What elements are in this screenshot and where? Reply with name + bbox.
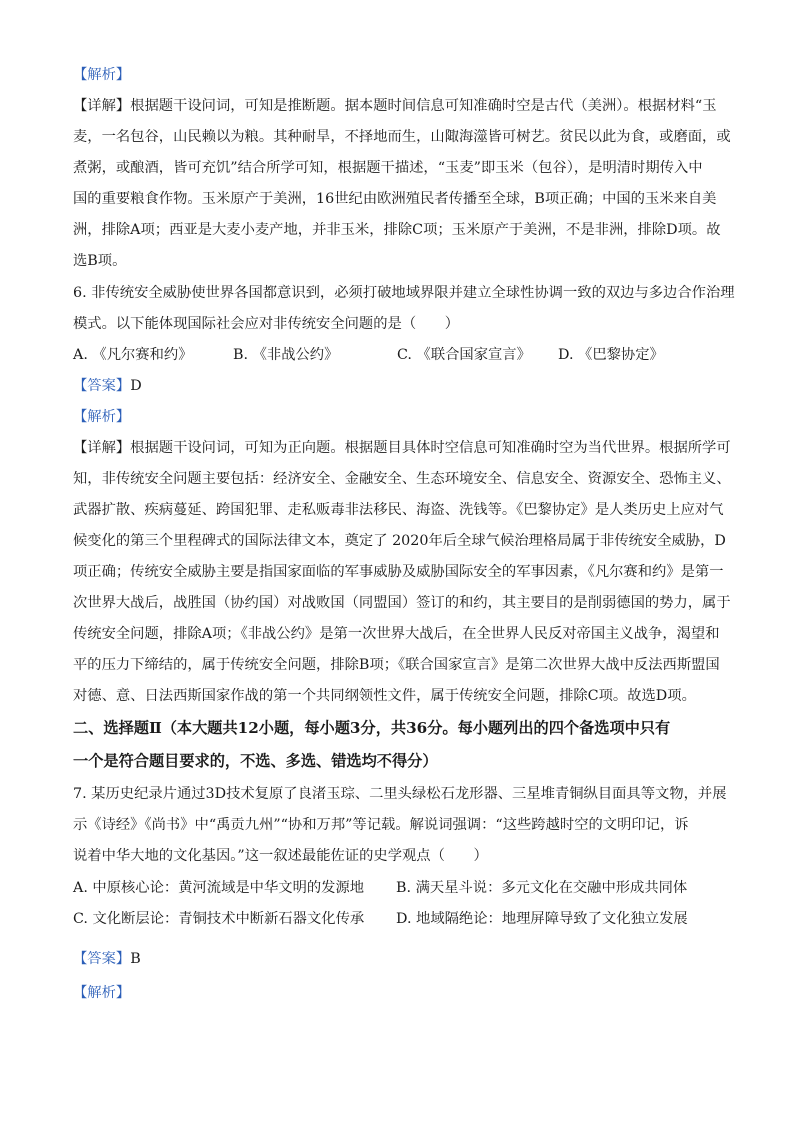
q6-option-a: A. 《凡尔赛和约》 [73, 347, 193, 363]
q6-option-d: D. 《巴黎协定》 [558, 347, 664, 363]
answer-tag: 【答案】 [73, 951, 131, 967]
q5-detail-line: 麦，一名包谷，山民赖以为粮。其种耐旱，不择地而生，山陬海澨皆可树艺。贫民以此为食，或磨面，或 [73, 129, 731, 145]
q6-detail-line: 平的压力下缔结的，属于传统安全问题，排除B项；《联合国家宣言》是第二次世界大战中反法西斯盟国 [73, 657, 720, 673]
q7-answer-line [73, 949, 733, 969]
section-heading: 一个是符合题目要求的，不选、多选、错选均不得分） [73, 752, 438, 770]
q6-detail-line: 对德、意、日法西斯国家作战的第一个共同纲领性文件，属于传统安全问题，排除C项。故选D项。 [73, 688, 696, 704]
section-heading: 二、选择题Ⅱ（本大题共12小题，每小题3分，共36分。每小题列出的四个备选项中只有 [73, 719, 671, 737]
q6-detail-line: 项正确；传统安全威胁主要是指国家面临的军事威胁及威胁国际安全的军事因素，《凡尔赛和约》是第一 [73, 564, 724, 580]
answer-tag: 【答案】 [73, 378, 131, 394]
q6-stem-line: 6. 非传统安全威胁使世界各国都意识到，必须打破地域界限并建立全球性协调一致的双边与多边合作治理 [73, 285, 735, 301]
q5-detail-line: 选B项。 [73, 253, 127, 269]
q5-detail-line: 洲，排除A项；西亚是大麦小麦产地，并非玉米，排除C项；玉米原产于美洲，不是非洲，排除D项。故 [73, 222, 721, 238]
q6-option-c: C. 《联合国家宣言》 [397, 347, 531, 363]
q7-option-d: D. 地域隔绝论：地理屏障导致了文化独立发展 [396, 911, 688, 927]
q6-detail-line: 候变化的第三个里程碑式的国际法律文本，奠定了 2020年后全球气候治理格局属于非传统安全威胁，D [73, 533, 726, 549]
analysis-tag: 【解析】 [73, 409, 131, 425]
q6-stem-line: 模式。以下能体现国际社会应对非传统安全问题的是（ ） [73, 316, 460, 332]
q5-detail-line: 【详解】根据题干设问词，可知是推断题。据本题时间信息可知准确时空是古代（美洲）。根据材料“玉 [73, 98, 717, 114]
q7-option-c: C. 文化断层论：青铜技术中断新石器文化传承 [73, 911, 365, 927]
q7-answer-value: B [130, 951, 141, 967]
q6-detail-line: 传统安全问题，排除A项；《非战公约》是第一次世界大战后，在全世界人民反对帝国主义战争，渴望和 [73, 626, 720, 642]
q7-option-a: A. 中原核心论：黄河流域是中华文明的发源地 [73, 880, 365, 896]
q7-stem-line: 示《诗经》《尚书》中“禹贡九州”“协和万邦”等记载。解说词强调：“这些跨越时空的文明印记，诉 [73, 817, 689, 833]
q6-option-b: B. 《非战公约》 [233, 347, 339, 363]
analysis-tag: 【解析】 [73, 985, 131, 1001]
q5-detail-line: 国的重要粮食作物。玉米原产于美洲，16世纪由欧洲殖民者传播至全球，B项正确；中国的玉米来自美 [73, 191, 717, 207]
analysis-tag: 【解析】 [73, 67, 131, 83]
q6-answer-line [73, 376, 733, 396]
q7-stem-line: 说着中华大地的文化基因。”这一叙述最能佐证的史学观点（ ） [73, 848, 488, 864]
q6-detail-line: 知，非传统安全问题主要包括：经济安全、金融安全、生态环境安全、信息安全、资源安全、恐怖主义、 [73, 471, 731, 487]
q7-option-b: B. 满天星斗说：多元文化在交融中形成共同体 [396, 880, 688, 896]
q6-answer-value: D [130, 378, 142, 394]
q7-stem-line: 7. 某历史纪录片通过3D技术复原了良渚玉琮、二里头绿松石龙形器、三星堆青铜纵目面具等文物，并展 [73, 786, 727, 802]
q6-detail-line: 次世界大战后，战胜国（协约国）对战败国（同盟国）签订的和约，其主要目的是削弱德国的势力，属于 [73, 595, 731, 611]
q6-detail-line: 【详解】根据题干设问词，可知为正向题。根据题目具体时空信息可知准确时空为当代世界。根据所学可 [73, 440, 731, 456]
q5-detail-line: 煮粥，或酿酒，皆可充饥”结合所学可知，根据题干描述，“玉麦”即玉米（包谷），是明清时期传入中 [73, 160, 703, 176]
q6-detail-line: 武器扩散、疾病蔓延、跨国犯罪、走私贩毒非法移民、海盗、洗钱等。《巴黎协定》是人类历史上应对气 [73, 502, 724, 518]
